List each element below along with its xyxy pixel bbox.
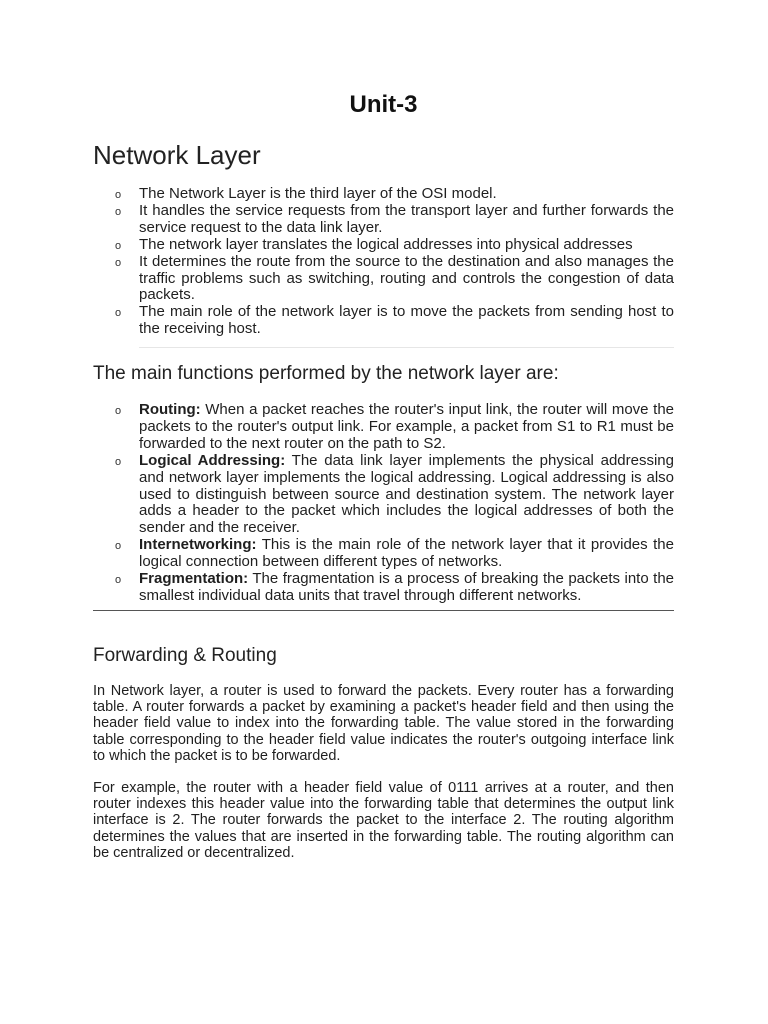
list-item: [93, 304, 674, 338]
section-title: Network Layer: [93, 140, 261, 170]
forwarding-heading: Forwarding & Routing: [93, 645, 277, 666]
list-item-text: The main role of the network layer is to move the packets from sending host to the receiving host.: [139, 303, 674, 338]
list-item-text: The network layer translates the logical addresses into physical addresses: [139, 235, 633, 253]
function-term: Fragmentation:: [139, 570, 249, 588]
function-term: Routing:: [139, 401, 201, 418]
list-item-text: It handles the service requests from the transport layer and further forwards the service request to the data link layer.: [139, 201, 674, 236]
intro-list: [93, 186, 674, 338]
bullet-circle-icon: o: [115, 307, 122, 320]
list-item: [93, 453, 674, 538]
list-item-text: It determines the route from the source to the destination and also manages the traffic problems such as switching, routing and controls the congestion of data packets.: [139, 252, 674, 304]
list-item: [93, 237, 674, 254]
list-item: [93, 186, 674, 203]
unit-title: Unit-3: [349, 91, 418, 118]
list-item: [93, 571, 674, 605]
list-item: [93, 254, 674, 305]
example-paragraph: For example, the router with a header field value of 0111 arrives at a router, and then router indexes this header value into the forwarding table that determines the output link interface is 2. The router forwards the packet to the interface 2. The routing algorithm determines the values that are inserted in the forwarding table. The routing algorithm can be centralized or decentralized.: [93, 780, 674, 861]
function-description: When a packet reaches the router's input link, the router will move the packets to the router's output link. For example, a packet from S1 to R1 must be forwarded to the next router on the path to S2.: [139, 401, 674, 452]
functions-list: [93, 402, 674, 605]
bullet-circle-icon: o: [115, 540, 122, 553]
function-term: Internetworking:: [139, 536, 257, 554]
bullet-circle-icon: o: [115, 205, 122, 218]
list-item: [93, 203, 674, 237]
list-item: [93, 402, 674, 453]
horizontal-rule: [93, 610, 674, 611]
bullet-circle-icon: o: [115, 239, 122, 252]
function-term: Logical Addressing:: [139, 451, 286, 469]
bullet-circle-icon: o: [115, 455, 122, 468]
function-description: The data link layer implements the physical addressing and network layer implements the logical addressing. Logical addressing is also used to distinguish between source and destination system. The network layer adds a header to the packet which includes the logical addresses of both the sender and the receiver.: [139, 451, 674, 537]
list-item-text: The Network Layer is the third layer of the OSI model.: [139, 185, 497, 202]
list-item: [93, 537, 674, 571]
divider: [139, 347, 674, 348]
bullet-circle-icon: o: [115, 405, 122, 417]
bullet-circle-icon: o: [115, 189, 122, 201]
function-description: This is the main role of the network layer that it provides the logical connection between different types of networks.: [139, 536, 674, 571]
functions-heading: The main functions performed by the network layer are:: [93, 363, 559, 384]
bullet-circle-icon: o: [115, 574, 122, 587]
forwarding-paragraph: In Network layer, a router is used to forward the packets. Every router has a forwarding table. A router forwards a packet by examining a packet's header field and then using the header field value to index into the forwarding table. The value stored in the forwarding table corresponding to the header field value indicates the router's outgoing interface link to which the packet is to be forwarded.: [93, 683, 674, 764]
bullet-circle-icon: o: [115, 256, 122, 269]
function-description: The fragmentation is a process of breaking the packets into the smallest individual data units that travel through different networks.: [139, 570, 674, 604]
